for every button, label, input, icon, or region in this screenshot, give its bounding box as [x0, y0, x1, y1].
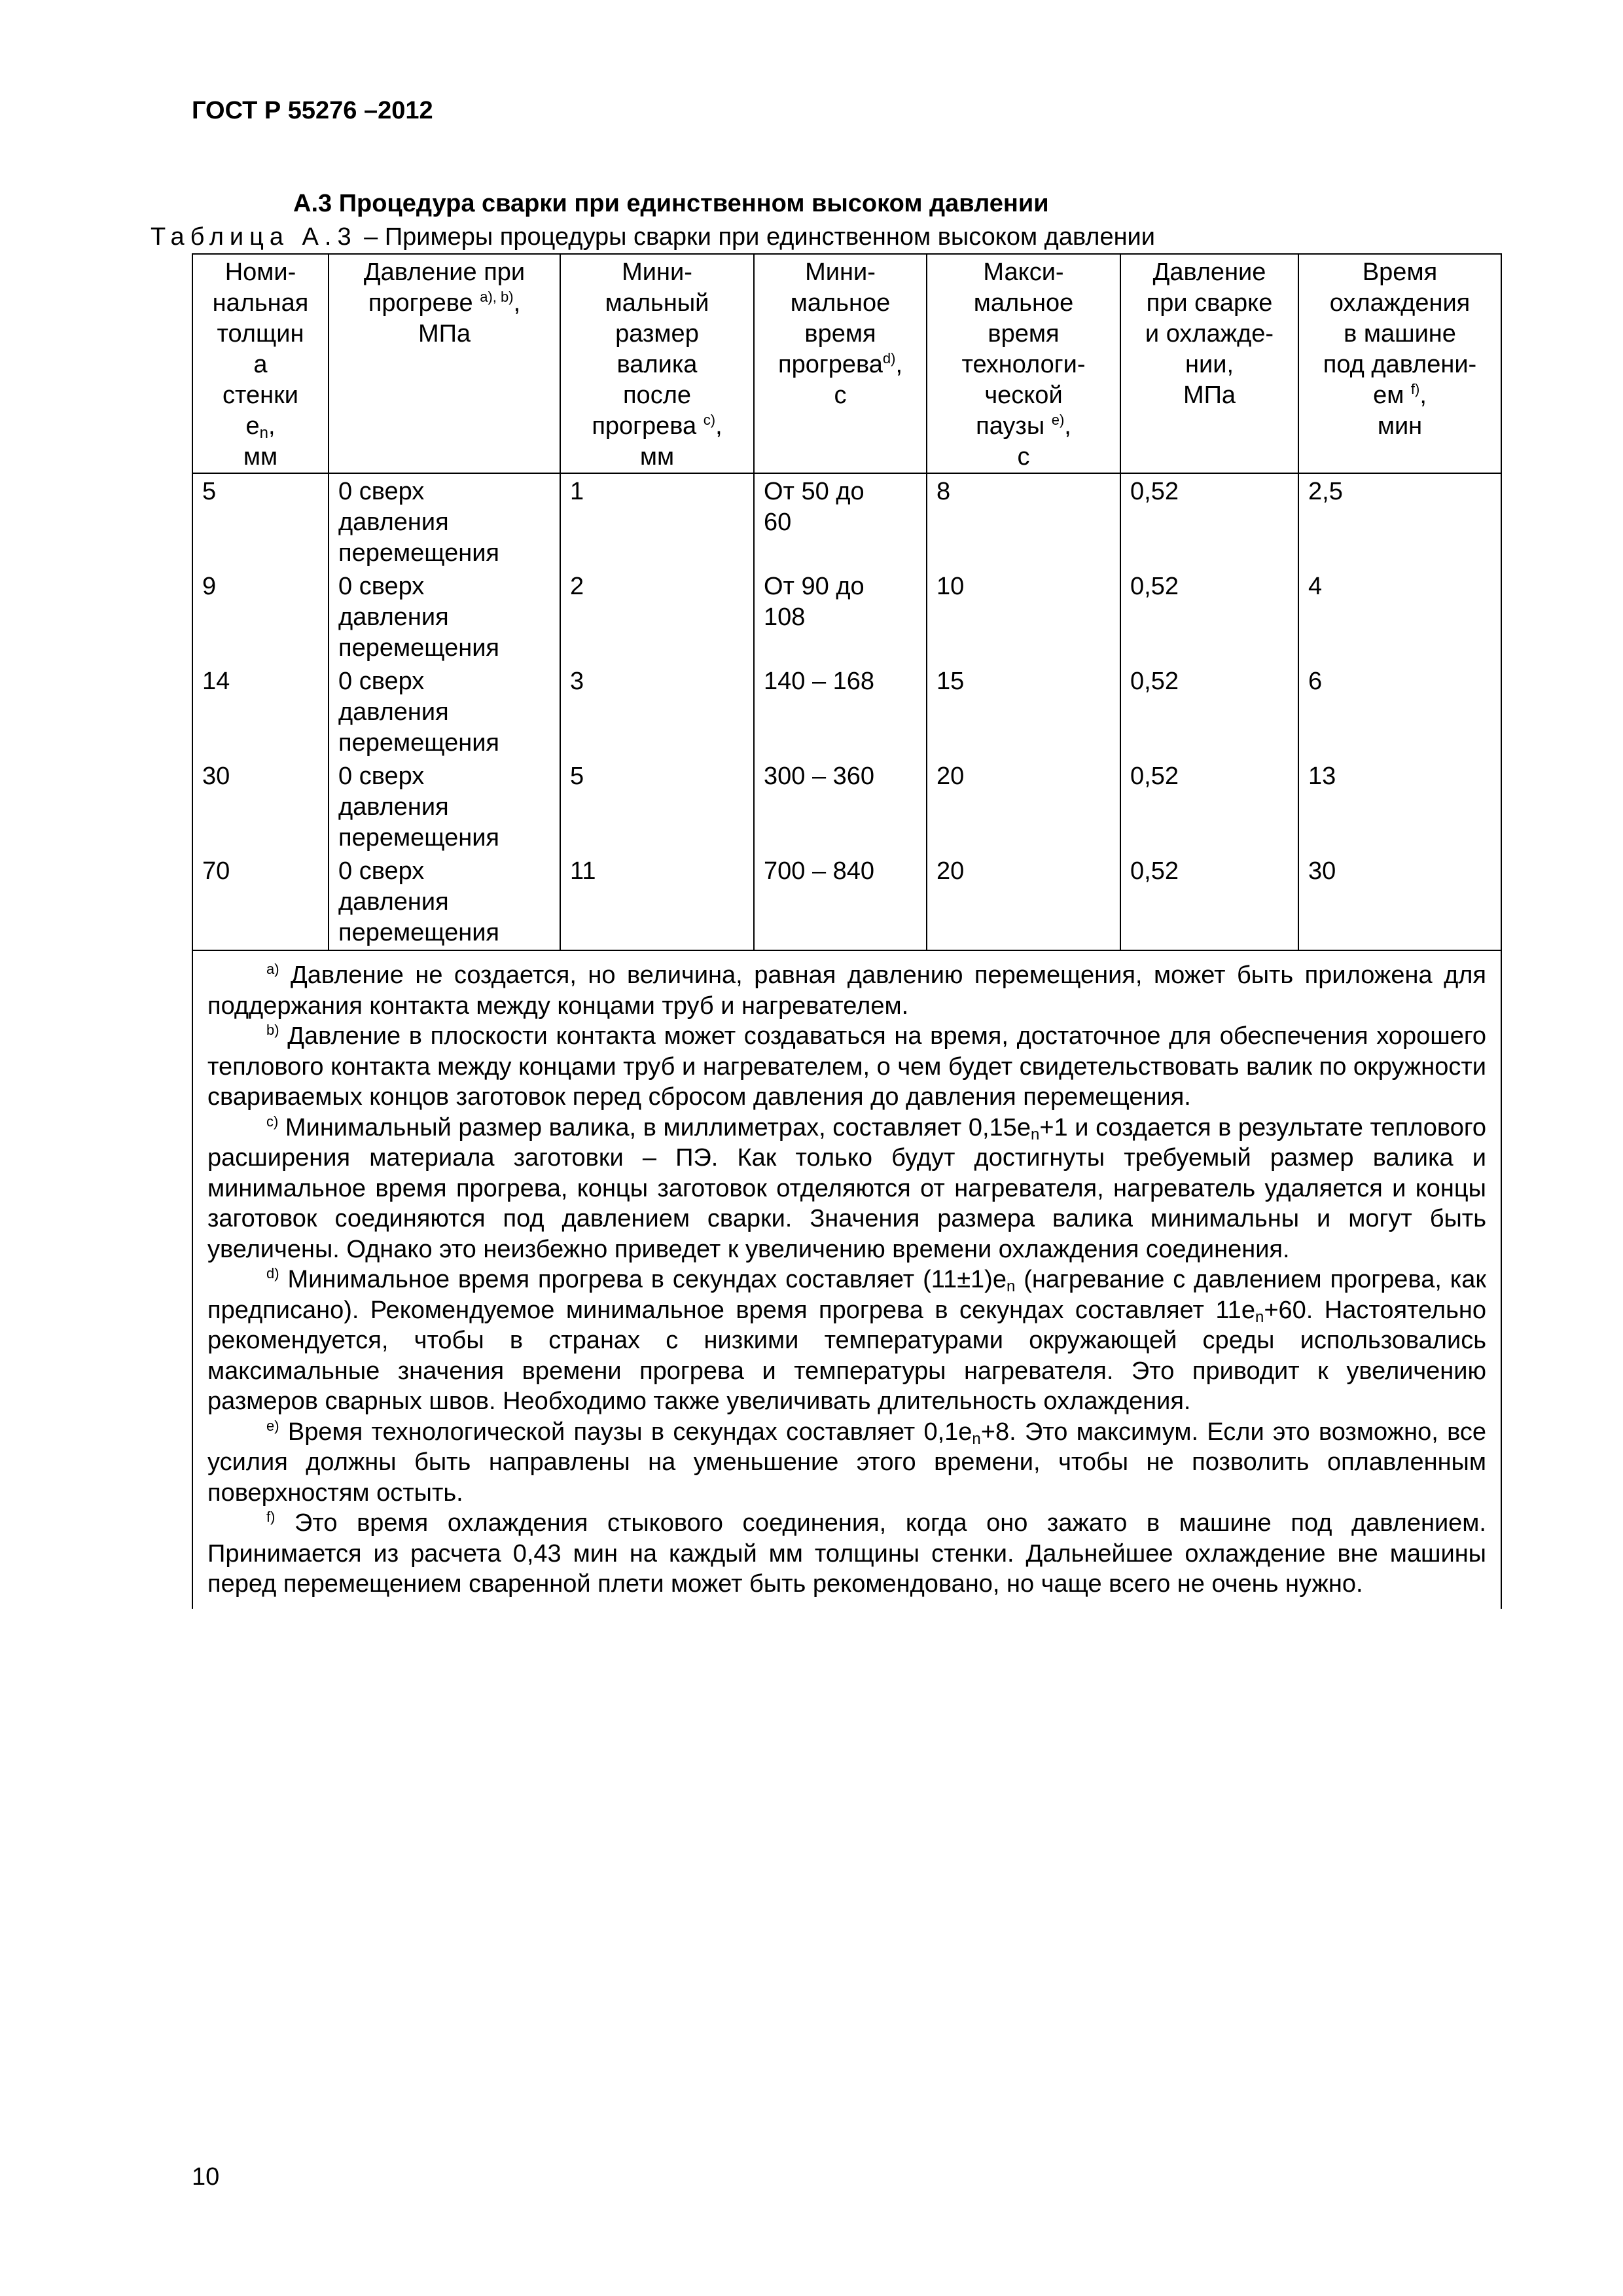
table-caption-text: – Примеры процедуры сварки при единственном высоком давлении	[364, 223, 1156, 251]
welding-procedure-table	[192, 253, 1502, 1609]
footnote-b: $^{b)}$ Давление в плоскости контакта может создаваться на время, достаточное для обеспечения хорошего теплового контакта между концами труб и нагревателем, о чем будет свидетельствовать валик по окружности свариваемых концов заготовок перед сбросом давления до давления перемещения.	[207, 1022, 1486, 1111]
cell-pause-time: 20	[927, 759, 1120, 853]
document-code-header: ГОСТ Р 55276 –2012	[192, 97, 433, 124]
header-preheat-pressure: Давление при прогреве $^{a), b)}$, МПа	[329, 254, 560, 473]
footnote-f: $^{f)}$ Это время охлаждения стыкового соединения, когда оно зажато в машине под давлением. Принимается из расчета 0,43 мин на каждый мм толщины стенки. Дальнейшее охлаждение вне машины перед перемещением сваренной плети может быть рекомендовано, но чаще всего не очень нужно.	[207, 1509, 1486, 1598]
cell-preheat-pressure: 0 сверх давления перемещения	[329, 664, 560, 759]
cell-heat-time: От 90 до 108	[754, 569, 927, 664]
cell-bead-size: 11	[560, 853, 754, 950]
table-header-row	[192, 254, 1501, 473]
footnote-c: $^{c)}$ Минимальный размер валика, в миллиметрах, составляет $0,15e_n+1$ и создается в результате теплового расширения материала заготовки – ПЭ. Как только будут достигнуты требуемый размер валика и минимальное время прогрева, концы заготовок отделяются от нагревателя, нагреватель удаляется и концы заготовок соединяются под давлением сварки. Значения размера валика минимальны и могут быть увеличены. Однако это неизбежно приведет к увеличению времени охлаждения соединения.	[207, 1113, 1486, 1263]
footnote-d: $^{d)}$ Минимальное время прогрева в секундах составляет $(11\pm 1)e_n$ (нагревание с давлением прогрева, как предписано). Рекомендуемое минимальное время прогрева в секундах составляет $11e_n+60$. Настоятельно рекомендуется, чтобы в странах с низкими температурами окружающей среды использовались максимальные значения времени прогрева и температуры нагревателя. Это приводит к увеличению размеров сварных швов. Необходимо также увеличивать длительность охлаждения.	[207, 1265, 1486, 1415]
cell-thickness: 14	[192, 664, 329, 759]
table-caption	[151, 223, 1155, 251]
cell-bead-size: 2	[560, 569, 754, 664]
cell-cooling-time: 4	[1298, 569, 1501, 664]
cell-weld-pressure: 0,52	[1120, 759, 1298, 853]
cell-preheat-pressure: 0 сверх давления перемещения	[329, 759, 560, 853]
header-nominal-thickness: Номи- нальная толщин а стенки $e_n$, мм	[192, 254, 329, 473]
table-notes	[192, 950, 1501, 1609]
cell-heat-time: 140 – 168	[754, 664, 927, 759]
cell-bead-size: 5	[560, 759, 754, 853]
cell-pause-time: 10	[927, 569, 1120, 664]
header-min-bead-size: Мини- мальный размер валика после прогрева $^{c)}$, мм	[560, 254, 754, 473]
section-title: А.3 Процедура сварки при единственном высоком давлении	[293, 190, 1049, 217]
cell-cooling-time: 6	[1298, 664, 1501, 759]
cell-preheat-pressure: 0 сверх давления перемещения	[329, 473, 560, 569]
cell-preheat-pressure: 0 сверх давления перемещения	[329, 853, 560, 950]
header-weld-cool-pressure: Давление при сварке и охлажде- нии, МПа	[1120, 254, 1298, 473]
footnote-a: $^{a)}$ Давление не создается, но величина, равная давлению перемещения, может быть приложена для поддержания контакта между концами труб и нагревателем.	[207, 961, 1486, 1020]
cell-bead-size: 1	[560, 473, 754, 569]
cell-thickness: 9	[192, 569, 329, 664]
cell-thickness: 5	[192, 473, 329, 569]
cell-heat-time: От 50 до 60	[754, 473, 927, 569]
header-max-pause-time: Макси- мальное время технологи- ческой паузы $^{e)}$, с	[927, 254, 1120, 473]
table-row	[192, 853, 1501, 950]
cell-bead-size: 3	[560, 664, 754, 759]
header-cooling-time: Время охлаждения в машине под давлени- ем $^{f)}$, мин	[1298, 254, 1501, 473]
cell-cooling-time: 2,5	[1298, 473, 1501, 569]
cell-preheat-pressure: 0 сверх давления перемещения	[329, 569, 560, 664]
cell-cooling-time: 13	[1298, 759, 1501, 853]
table-row	[192, 569, 1501, 664]
cell-weld-pressure: 0,52	[1120, 569, 1298, 664]
cell-cooling-time: 30	[1298, 853, 1501, 950]
cell-thickness: 30	[192, 759, 329, 853]
header-min-heat-time: Мини- мальное время прогрева$^{d)}$, с	[754, 254, 927, 473]
table-row	[192, 664, 1501, 759]
cell-heat-time: 700 – 840	[754, 853, 927, 950]
cell-weld-pressure: 0,52	[1120, 664, 1298, 759]
cell-pause-time: 15	[927, 664, 1120, 759]
cell-pause-time: 8	[927, 473, 1120, 569]
cell-heat-time: 300 – 360	[754, 759, 927, 853]
cell-thickness: 70	[192, 853, 329, 950]
cell-weld-pressure: 0,52	[1120, 853, 1298, 950]
footnote-e: $^{e)}$ Время технологической паузы в секундах составляет $0,1e_n+8$. Это максимум. Если это возможно, все усилия должны быть направлены на уменьшение этого времени, чтобы не позволить оплавленным поверхностям остыть.	[207, 1417, 1486, 1507]
table-row	[192, 759, 1501, 853]
table-row	[192, 473, 1501, 569]
table-notes-row	[192, 950, 1501, 1609]
cell-weld-pressure: 0,52	[1120, 473, 1298, 569]
table-caption-label: Таблица А.3	[151, 223, 357, 251]
cell-pause-time: 20	[927, 853, 1120, 950]
page-number: 10	[192, 2163, 220, 2191]
